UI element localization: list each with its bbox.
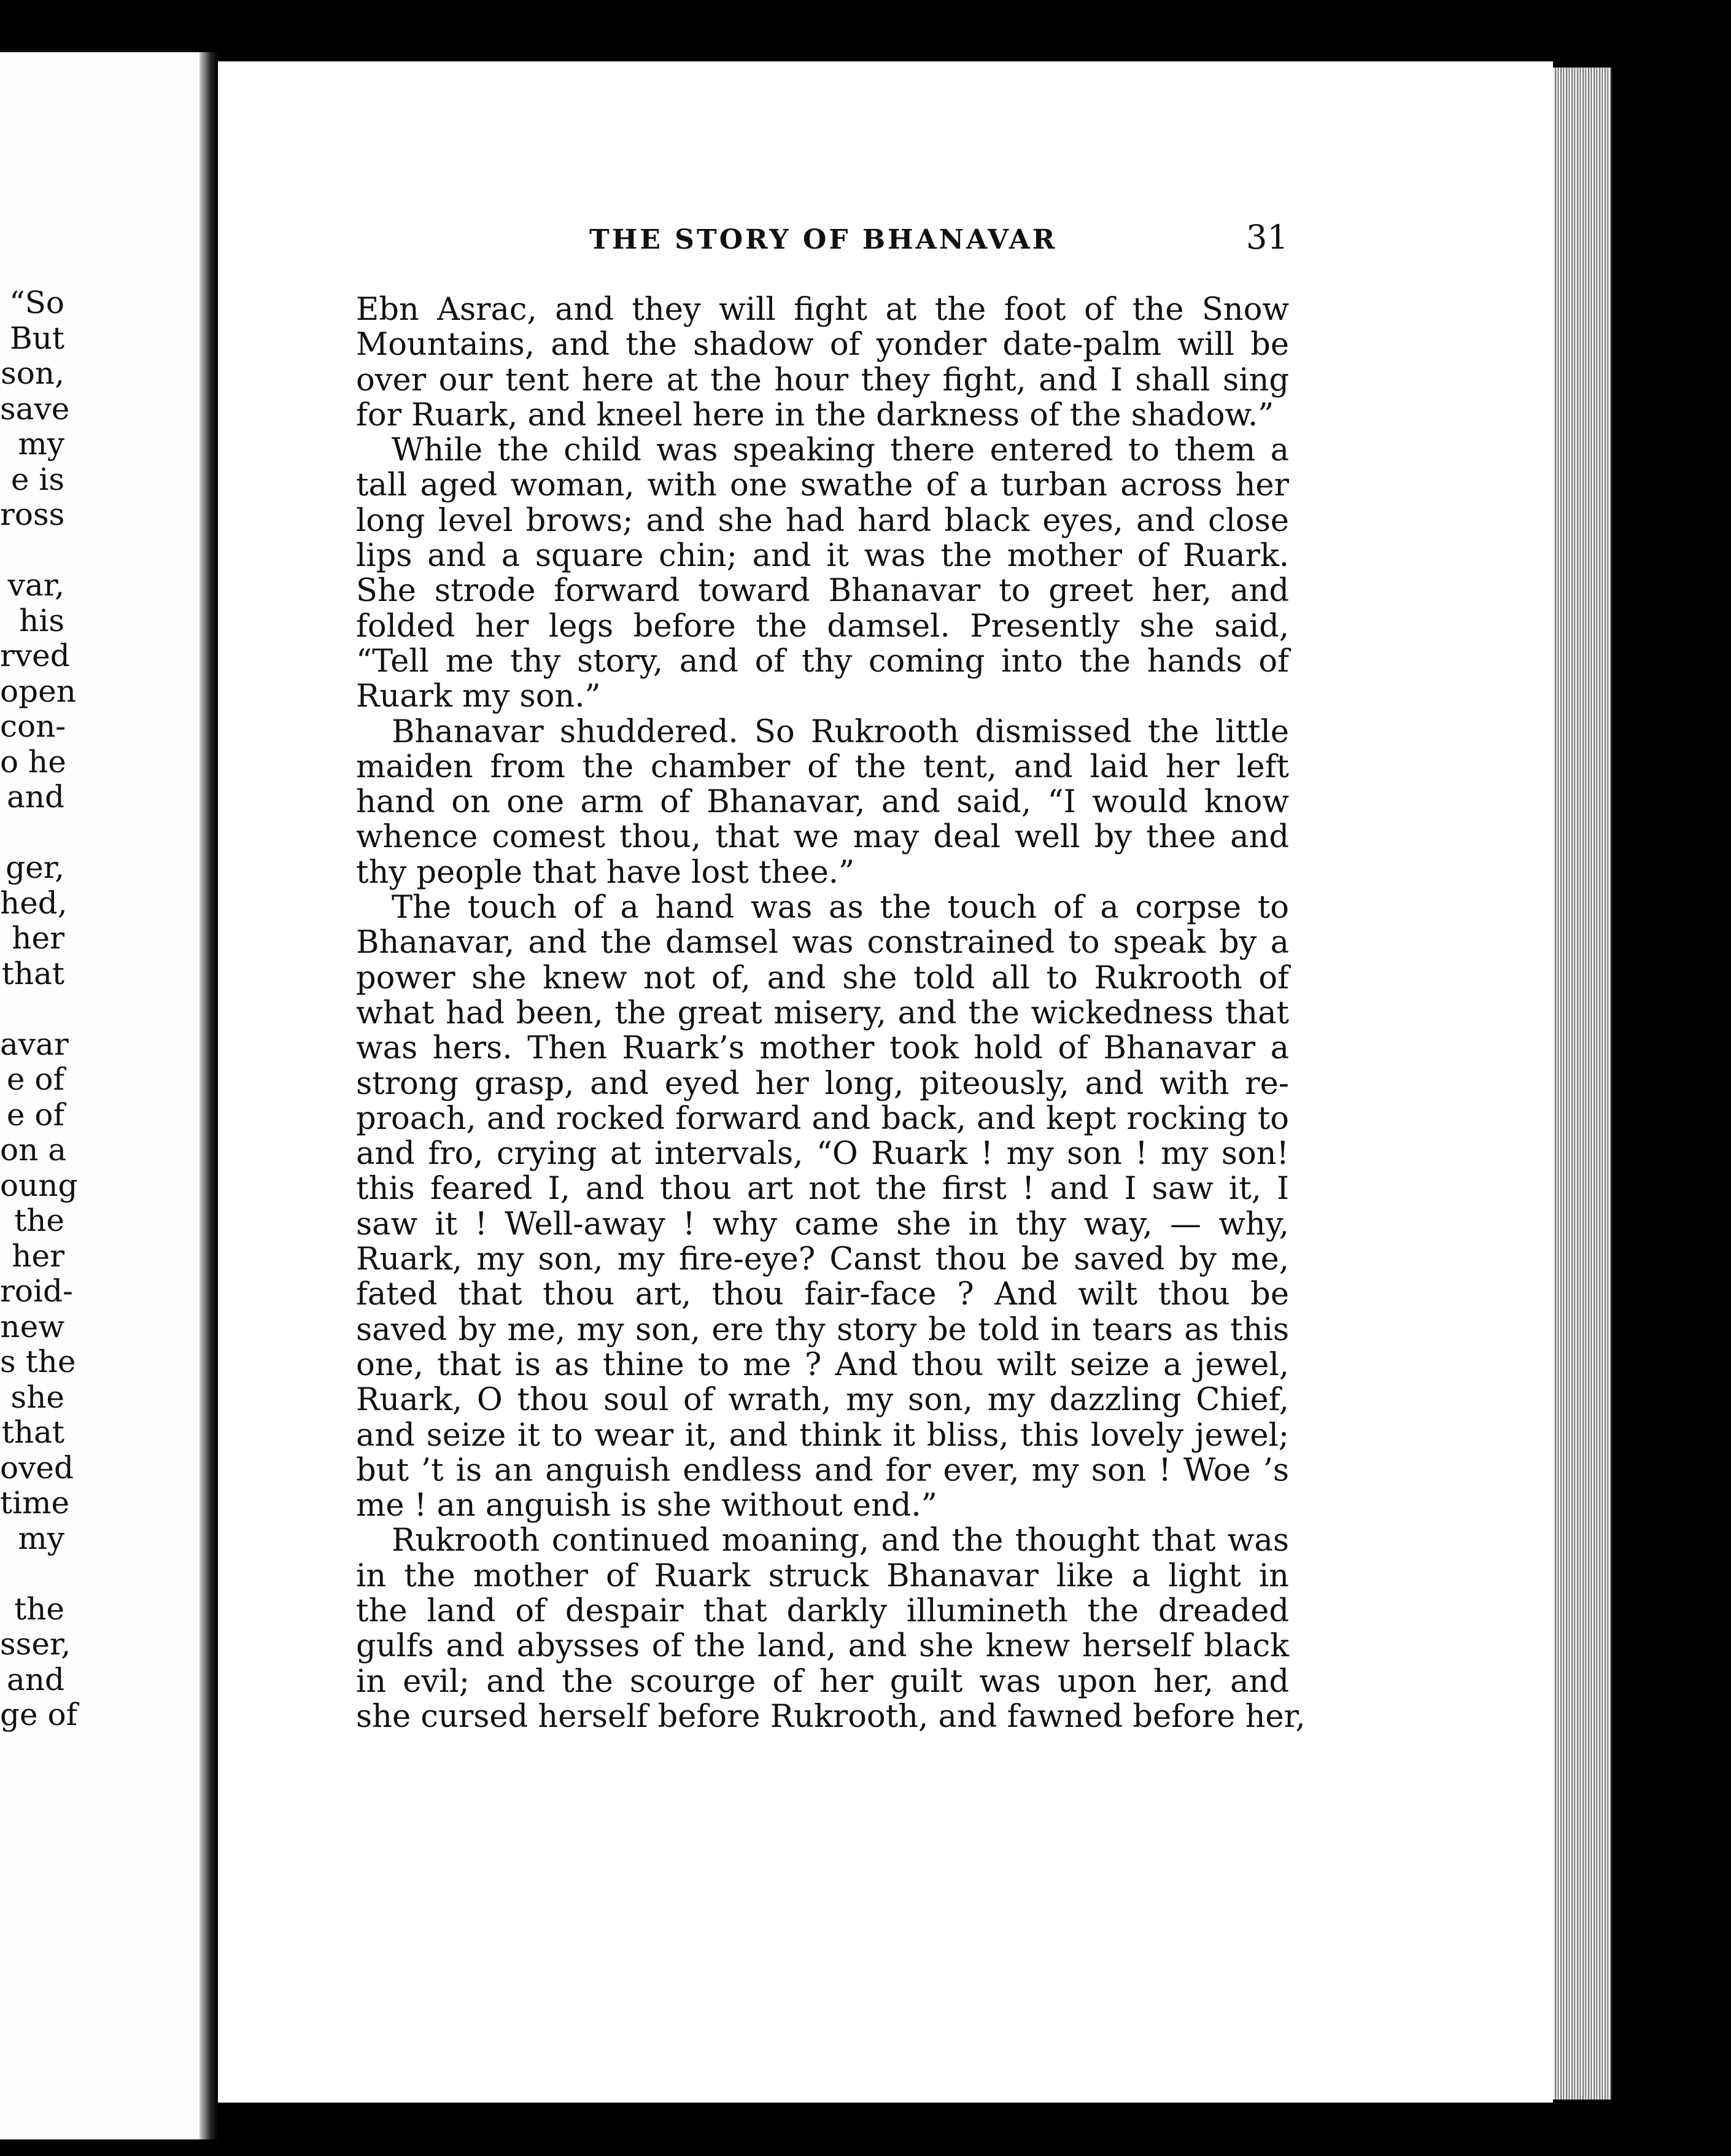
text-line: what had been, the great misery, and the wickedness that: [356, 995, 1289, 1031]
text-line: for Ruark, and kneel here in the darkness of the shadow.”: [356, 397, 1274, 433]
text-line: strong grasp, and eyed her long, piteously, and with re-: [356, 1065, 1289, 1102]
left-page-fragment: e of: [6, 1061, 64, 1097]
running-head: [0, 218, 1731, 267]
left-page-fragment: s the: [0, 1344, 76, 1379]
left-page-fragment: var,: [7, 567, 64, 603]
text-line: long level brows; and she had hard black eyes, and close: [356, 502, 1289, 539]
text-line: one, that is as thine to me ? And thou wilt seize a jewel,: [356, 1346, 1289, 1383]
left-page-fragment: ge of: [0, 1697, 78, 1732]
text-line: lips and a square chin; and it was the mother of Ruark.: [356, 538, 1289, 575]
left-page-fragment: oved: [0, 1449, 74, 1486]
text-line: Ruark my son.”: [356, 678, 601, 715]
left-page-fragment: sser,: [0, 1626, 71, 1662]
text-line: Rukrooth continued moaning, and the thought that was: [392, 1522, 1289, 1559]
left-page-fragment: that: [1, 1414, 64, 1450]
text-line: in the mother of Ruark struck Bhanavar like a light in: [356, 1557, 1289, 1594]
left-page-fragment: and: [6, 779, 64, 815]
text-line: whence comest thou, that we may deal well by thee and: [356, 819, 1289, 856]
text-line: was hers. Then Ruark’s mother took hold of Bhanavar a: [356, 1030, 1289, 1067]
text-line: and seize it to wear it, and think it bliss, this lovely jewel;: [356, 1417, 1289, 1454]
left-page-fragment: e of: [6, 1096, 64, 1133]
left-page-fragment: that: [1, 955, 64, 991]
left-page-fragment: o he: [0, 743, 66, 780]
text-line: tall aged woman, with one swathe of a turban across her: [356, 467, 1289, 504]
left-page-fragment: the: [14, 1203, 64, 1238]
text-line: The touch of a hand was as the touch of a corpse to: [392, 890, 1289, 926]
body-text: [356, 292, 1306, 1735]
text-line: and fro, crying at intervals, “O Ruark ! my son ! my son!: [356, 1136, 1289, 1173]
text-line: over our tent here at the hour they fight, and I shall sing: [356, 362, 1289, 398]
left-page-fragment: time: [0, 1485, 70, 1521]
book-gutter: [199, 52, 218, 2139]
left-page-fragment: save: [0, 390, 70, 427]
left-page-fragment: the: [14, 1591, 64, 1627]
left-page-fragment: roid-: [0, 1273, 73, 1309]
left-page-fragment: my: [18, 1520, 64, 1556]
text-line: power she knew not of, and she told all to Rukrooth of: [356, 960, 1289, 996]
left-page-fragment: avar: [0, 1026, 69, 1062]
text-line: Ruark, O thou soul of wrath, my son, my dazzling Chief,: [356, 1382, 1289, 1419]
text-line: While the child was speaking there entered to them a: [392, 432, 1289, 469]
text-line: saw it ! Well-away ! why came she in thy way, — why,: [356, 1206, 1289, 1243]
text-line: gulfs and abysses of the land, and she knew herself black: [356, 1628, 1289, 1665]
left-page-fragment: e is: [10, 461, 64, 497]
page-edges: [1553, 68, 1611, 2100]
left-page-fragment: ross: [0, 497, 65, 532]
text-line: but ’t is an anguish endless and for ever, my son ! Woe ’s: [356, 1452, 1289, 1489]
left-page-fragment: “So: [9, 285, 64, 320]
left-page-fragment: hed,: [0, 885, 68, 921]
text-line: She strode forward toward Bhanavar to greet her, and: [356, 573, 1289, 610]
text-line: the land of despair that darkly illumineth the dreaded: [356, 1592, 1289, 1629]
left-page-fragment: my: [18, 426, 64, 462]
text-line: “Tell me thy story, and of thy coming into the hands of: [356, 643, 1289, 680]
left-page-fragment: oung: [0, 1167, 78, 1203]
text-line: maiden from the chamber of the tent, and laid her left: [356, 748, 1289, 785]
left-page-fragment: rved: [0, 638, 70, 673]
text-line: in evil; and the scourge of her guilt was upon her, and: [356, 1663, 1289, 1700]
text-line: she cursed herself before Rukrooth, and fawned before her,: [356, 1698, 1306, 1735]
left-page-fragment: But: [9, 320, 64, 356]
left-page-fragment: she: [10, 1379, 64, 1415]
text-line: Bhanavar shuddered. So Rukrooth dismissed the little: [392, 713, 1289, 750]
left-page-fragment: her: [12, 920, 64, 956]
page-number: 31: [1246, 218, 1288, 257]
left-page-fragment: son,: [1, 355, 64, 391]
left-page-fragment: open: [0, 673, 76, 709]
text-line: fated that thou art, thou fair-face ? And wilt thou be: [356, 1276, 1289, 1313]
text-line: hand on one arm of Bhanavar, and said, “I would know: [356, 784, 1289, 821]
text-line: proach, and rocked forward and back, and kept rocking to: [356, 1100, 1289, 1137]
left-page-fragment: ger,: [6, 850, 64, 885]
text-line: Bhanavar, and the damsel was constrained to speak by a: [356, 925, 1289, 961]
text-line: folded her legs before the damsel. Presently she said,: [356, 608, 1289, 645]
text-line: Ebn Asrac, and they will fight at the foot of the Snow: [356, 292, 1289, 328]
left-page-fragment: new: [0, 1308, 64, 1344]
left-page-fragment: and: [6, 1661, 64, 1697]
text-line: Mountains, and the shadow of yonder date-palm will be: [356, 327, 1289, 363]
left-page-fragment: con-: [0, 708, 66, 744]
left-page-fragment: her: [12, 1238, 64, 1274]
left-page-fragment: his: [19, 602, 64, 638]
text-line: Ruark, my son, my fire-eye? Canst thou be saved by me,: [356, 1241, 1289, 1278]
text-line: this feared I, and thou art not the first ! and I saw it, I: [356, 1171, 1289, 1208]
running-title: THE STORY OF BHANAVAR: [589, 224, 1058, 255]
text-line: thy people that have lost thee.”: [356, 854, 855, 891]
left-facing-page: [0, 52, 199, 2139]
text-line: me ! an anguish is she without end.”: [356, 1487, 937, 1524]
text-line: saved by me, my son, ere thy story be told in tears as this: [356, 1311, 1289, 1348]
left-page-fragment: on a: [0, 1132, 67, 1168]
